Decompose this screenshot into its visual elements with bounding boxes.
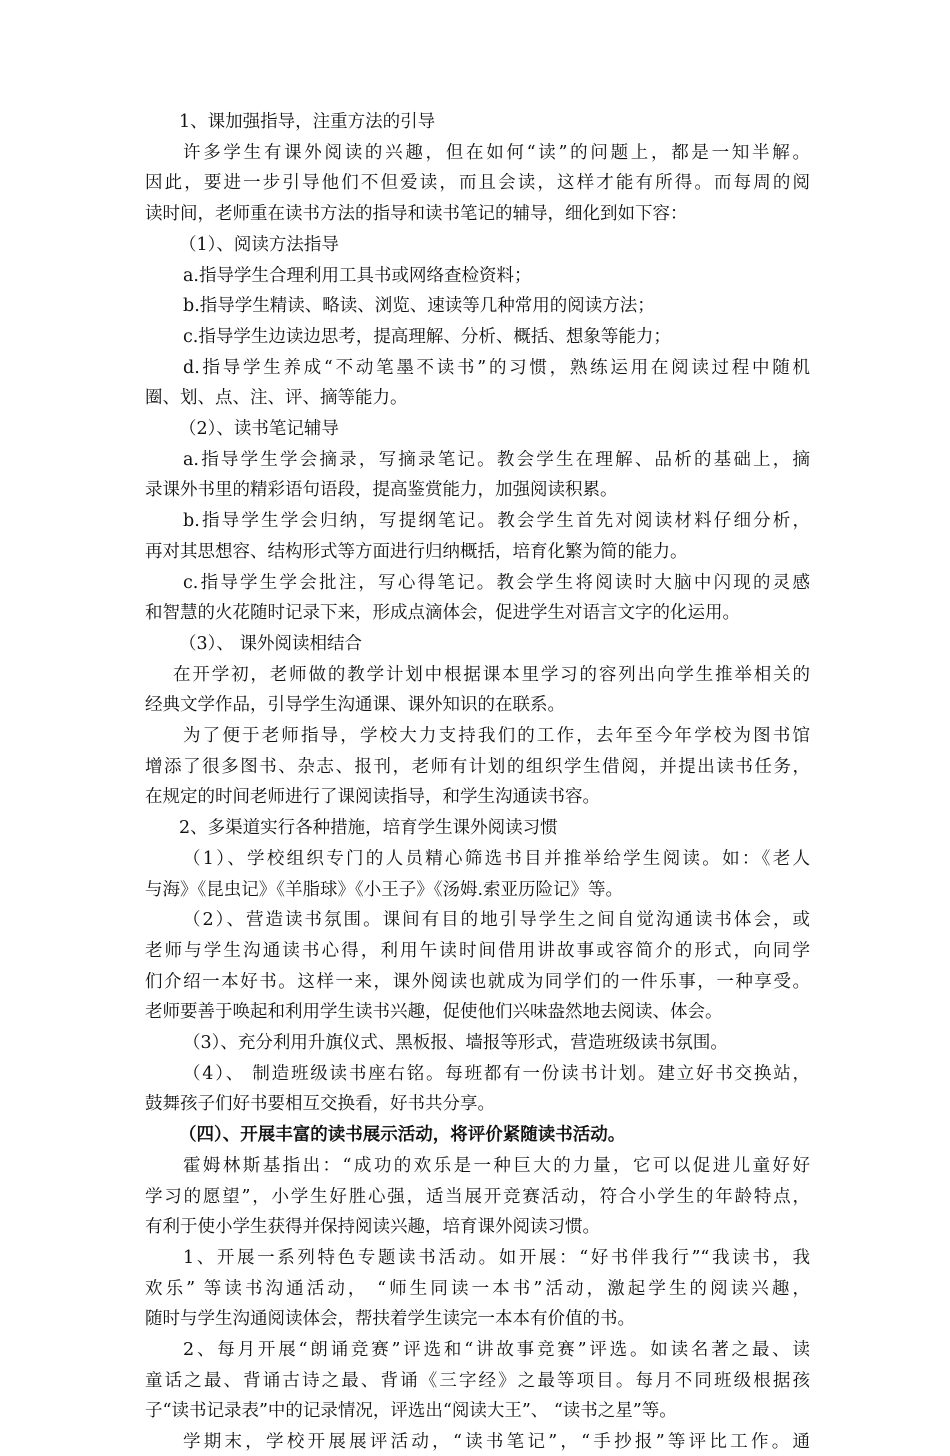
text-line: （1）、阅读方法指导: [179, 234, 339, 255]
text-line: 与海》《昆虫记》《羊脂球》《小王子》《汤姆.索亚历险记》等。: [145, 879, 624, 900]
text-line: 童话之最、背诵古诗之最、背诵《三字经》之最等项目。每月不同班级根据孩: [145, 1370, 810, 1391]
text-line: （1）、学校组织专门的人员精心筛选书目并推举给学生阅读。如：《老人: [183, 848, 810, 869]
text-line: （4）、 制造班级读书座右铭。每班都有一份读书计划。建立好书交换站，: [183, 1063, 810, 1084]
text-line: 们介绍一本好书。这样一来，课外阅读也就成为同学们的一件乐事，一种享受。: [145, 971, 810, 992]
text-line: （3）、 课外阅读相结合: [179, 633, 362, 654]
text-line: 1、开展一系列特色专题读书活动。如开展：“好书伴我行”“我读书，我: [183, 1247, 810, 1268]
text-line: 在开学初，老师做的教学计划中根据课本里学习的容列出向学生推举相关的: [173, 664, 810, 685]
text-line: d.指导学生养成“不动笔墨不读书”的习惯，熟练运用在阅读过程中随机: [183, 357, 810, 378]
text-line: 欢乐” 等读书沟通活动， “师生同读一本书”活动，激起学生的阅读兴趣，: [145, 1278, 810, 1299]
text-line: 霍姆林斯基指出：“成功的欢乐是一种巨大的力量，它可以促进儿童好好: [183, 1155, 810, 1176]
text-line: 老师与学生沟通读书心得，利用午读时间借用讲故事或容简介的形式，向同学: [145, 940, 810, 961]
text-line: a.指导学生学会摘录，写摘录笔记。教会学生在理解、品析的基础上，摘: [183, 449, 810, 470]
text-line: b.指导学生学会归纳，写提纲笔记。教会学生首先对阅读材料仔细分析，: [183, 511, 810, 532]
text-line: 学期末，学校开展展评活动，“读书笔记”，“手抄报”等评比工作。通: [183, 1432, 810, 1453]
text-line: 为了便于老师指导，学校大力支持我们的工作，去年至今年学校为图书馆: [183, 726, 810, 746]
text-line: 老师要善于唤起和利用学生读书兴趣，促使他们兴味盎然地去阅读、体会。: [145, 1002, 723, 1023]
text-line: 录课外书里的精彩语句语段，提高鉴赏能力，加强阅读积累。: [145, 480, 618, 501]
text-line: （2）、营造读书氛围。课间有目的地引导学生之间自觉沟通读书体会，或: [183, 910, 810, 931]
text-line: 1、课加强指导，注重方法的引导: [179, 112, 436, 132]
text-line: 和智慧的火花随时记录下来，形成点滴体会，促进学生对语言文字的化运用。: [145, 603, 740, 624]
text-line: （2）、读书笔记辅导: [179, 419, 339, 439]
text-line: 读时间，老师重在读书方法的指导和读书笔记的辅导，细化到如下容：: [145, 204, 688, 225]
text-line: 经典文学作品，引导学生沟通课、课外知识的在联系。: [145, 695, 565, 716]
section-heading: （四）、开展丰富的读书展示活动，将评价紧随读书活动。: [179, 1125, 626, 1146]
text-line: 再对其思想容、结构形式等方面进行归纳概括，培育化繁为简的能力。: [145, 541, 688, 562]
text-line: 在规定的时间老师进行了课阅读指导，和学生沟通读书容。: [145, 787, 600, 808]
text-line: 因此，要进一步引导他们不但爱读，而且会读，这样才能有所得。而每周的阅: [145, 173, 810, 194]
text-line: 圈、划、点、注、评、摘等能力。: [145, 388, 408, 409]
text-line: 子“读书记录表”中的记录情况，评选出“阅读大王”、 “读书之星”等。: [145, 1401, 677, 1422]
text-line: 有利于使小学生获得并保持阅读兴趣，培育课外阅读习惯。: [145, 1217, 600, 1238]
text-line: 2、每月开展“朗诵竞赛”评选和“讲故事竞赛”评选。如读名著之最、读: [183, 1340, 810, 1360]
text-line: 随时与学生沟通阅读体会，帮扶着学生读完一本本有价值的书。: [145, 1309, 635, 1330]
text-line: （3）、充分利用升旗仪式、黑板报、墙报等形式，营造班级读书氛围。: [183, 1033, 728, 1053]
text-line: 增添了很多图书、杂志、报刊，老师有计划的组织学生借阅，并提出读书任务，: [145, 756, 810, 777]
text-line: c.指导学生学会批注，写心得笔记。教会学生将阅读时大脑中闪现的灵感: [183, 572, 810, 593]
text-line: a.指导学生合理利用工具书或网络查检资料；: [183, 265, 532, 286]
text-line: 许多学生有课外阅读的兴趣，但在如何“读”的问题上，都是一知半解。: [183, 142, 810, 163]
text-line: 2、多渠道实行各种措施，培育学生课外阅读习惯: [179, 818, 558, 839]
text-line: 学习的愿望”，小学生好胜心强，适当展开竞赛活动，符合小学生的年龄特点，: [145, 1186, 810, 1207]
text-line: b.指导学生精读、略读、浏览、速读等几种常用的阅读方法；: [183, 296, 655, 317]
text-line: 鼓舞孩子们好书要相互交换看，好书共分享。: [145, 1094, 495, 1115]
text-line: c.指导学生边读边思考，提高理解、分析、概括、想象等能力；: [183, 326, 671, 347]
